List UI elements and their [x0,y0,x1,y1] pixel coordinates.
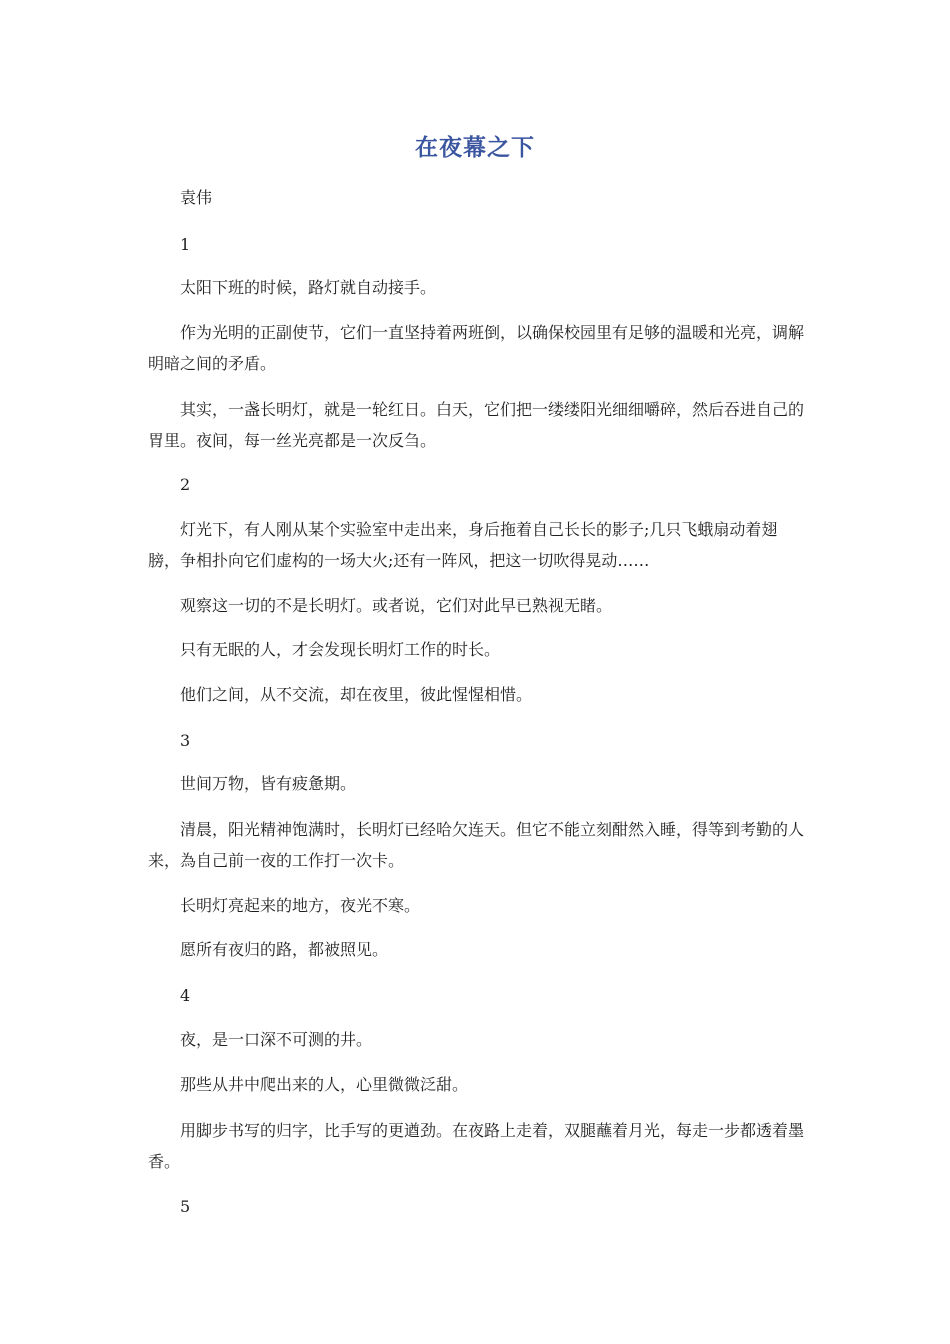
paragraph: 太阳下班的时候，路灯就自动接手。 [180,278,437,297]
section-number: 4 [180,986,191,1005]
paragraph: 夜，是一口深不可测的井。 [180,1030,373,1049]
paragraph: 清晨，阳光精神饱满时，长明灯已经哈欠连天。但它不能立刻酣然入睡，得等到考勤的人来，為自己前一夜的工作打一次卡。 [148,820,805,870]
document-title: 在夜幕之下 [415,135,535,161]
paragraph: 只有无眠的人，才会发现长明灯工作的时长。 [180,640,501,659]
section-number: 1 [180,235,191,254]
section-number: 2 [180,475,191,494]
paragraph: 那些从井中爬出来的人，心里微微泛甜。 [180,1075,469,1094]
paragraph: 长明灯亮起来的地方，夜光不寒。 [180,896,421,915]
paragraph: 用脚步书写的归字，比手写的更遒劲。在夜路上走着，双腿蘸着月光，每走一步都透着墨香。 [148,1121,805,1171]
paragraph: 作为光明的正副使节，它们一直坚持着两班倒，以确保校园里有足够的温暖和光亮，调解明暗之间的矛盾。 [148,323,805,373]
paragraph: 灯光下，有人刚从某个实验室中走出来，身后拖着自己长长的影子;几只飞蛾扇动着翅膀，争相扑向它们虚构的一场大火;还有一阵风，把这一切吹得晃动…… [148,520,778,570]
paragraph: 他们之间，从不交流，却在夜里，彼此惺惺相惜。 [180,685,533,704]
paragraph: 世间万物，皆有疲惫期。 [180,774,357,793]
section-number: 3 [180,731,191,750]
author-line: 袁伟 [180,188,213,207]
paragraph: 愿所有夜归的路，都被照见。 [180,940,389,959]
paragraph: 其实，一盏长明灯，就是一轮红日。白天，它们把一缕缕阳光细细嚼碎，然后吞进自己的胃里。夜间，每一丝光亮都是一次反刍。 [148,400,805,450]
section-number: 5 [180,1197,191,1216]
paragraph: 观察这一切的不是长明灯。或者说，它们对此早已熟视无睹。 [180,596,613,615]
